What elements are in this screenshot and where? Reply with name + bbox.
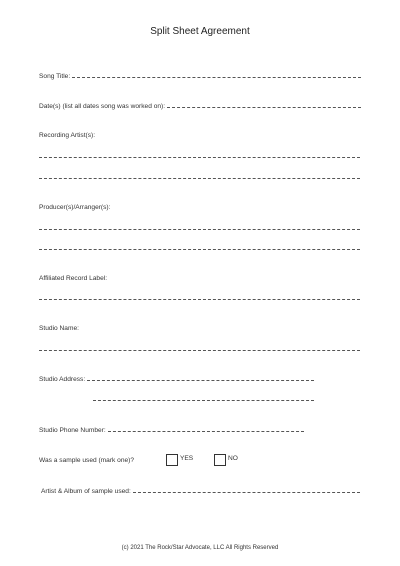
studio-name-label-row (39, 322, 361, 332)
dates-field[interactable] (39, 100, 361, 110)
yes-option-label: YES (180, 455, 194, 462)
producers-line-1[interactable] (39, 229, 360, 230)
record-label-label-row (39, 272, 361, 282)
studio-phone-field[interactable] (39, 424, 304, 434)
no-checkbox[interactable] (214, 454, 226, 466)
sample-used-label: Was a sample used (mark one)? (39, 457, 135, 464)
song-title-line[interactable] (72, 77, 361, 78)
recording-artists-label: Recording Artist(s): (39, 132, 96, 139)
recording-artists-line-1[interactable] (39, 157, 360, 158)
studio-address-line-2[interactable] (93, 400, 314, 401)
record-label-label: Affiliated Record Label: (39, 275, 108, 282)
studio-phone-line[interactable] (108, 431, 304, 432)
dates-label: Date(s) (list all dates song was worked on): (39, 103, 166, 110)
yes-checkbox[interactable] (166, 454, 178, 466)
studio-phone-label: Studio Phone Number: (39, 427, 106, 434)
no-option-label: NO (228, 455, 238, 462)
record-label-line[interactable] (39, 299, 360, 300)
sample-artist-album-label: Artist & Album of sample used: (41, 488, 131, 495)
dates-line[interactable] (167, 107, 361, 108)
studio-address-field[interactable] (39, 373, 314, 383)
studio-name-line[interactable] (39, 350, 360, 351)
studio-address-line-1[interactable] (87, 380, 314, 381)
copyright-footer: (c) 2021 The Rock/Star Advocate, LLC All Rights Reserved (121, 545, 279, 551)
sample-used-label-row (39, 454, 169, 464)
studio-name-label: Studio Name: (39, 325, 79, 332)
document-title: Split Sheet Agreement (150, 26, 250, 37)
studio-address-label: Studio Address: (39, 376, 86, 383)
producers-line-2[interactable] (39, 249, 360, 250)
recording-artists-label-row (39, 129, 361, 139)
song-title-label: Song Title: (39, 73, 71, 80)
sample-artist-album-line[interactable] (133, 492, 360, 493)
producers-label: Producer(s)/Arranger(s): (39, 204, 111, 211)
producers-label-row (39, 201, 361, 211)
sample-artist-album-field[interactable] (41, 485, 360, 495)
song-title-field[interactable] (39, 70, 361, 80)
recording-artists-line-2[interactable] (39, 178, 360, 179)
